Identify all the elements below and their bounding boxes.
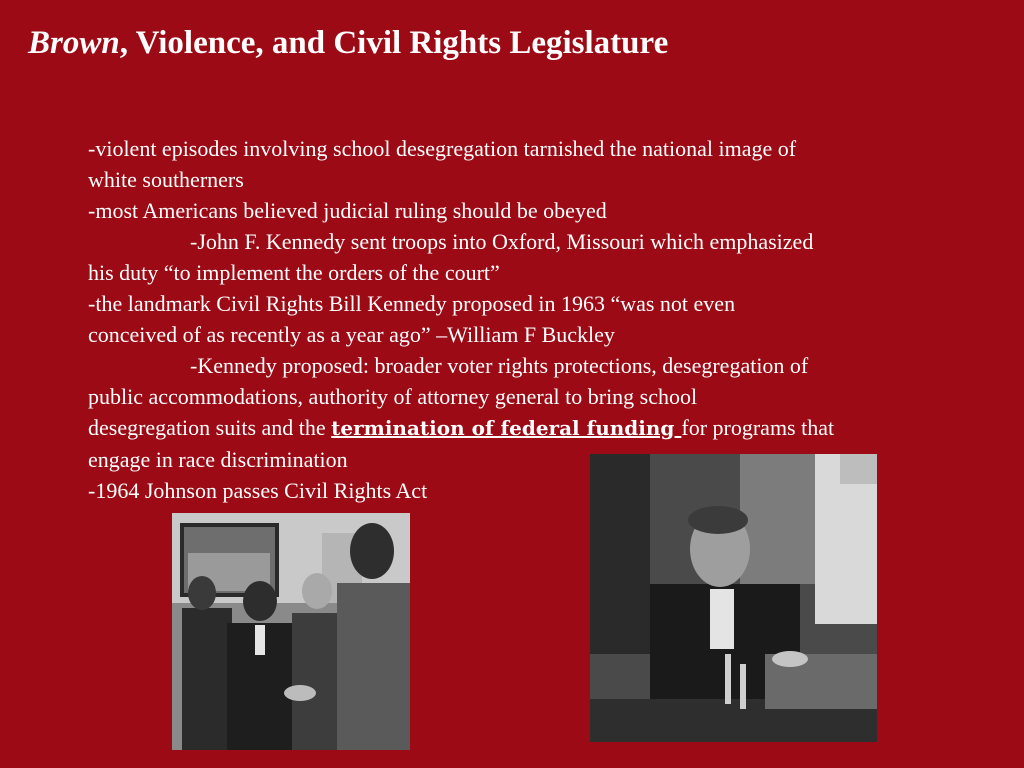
body-line: -most Americans believed judicial ruling should be obeyed [88, 198, 607, 223]
body-line: -1964 Johnson passes Civil Rights Act [88, 478, 428, 503]
body-line: engage in race discrimination [88, 447, 348, 472]
body-line: public accommodations, authority of attorney general to bring school [88, 384, 698, 409]
body-line-indented: -Kennedy proposed: broader voter rights protections, desegregation of [190, 353, 809, 378]
body-text: desegregation suits and the [88, 415, 332, 440]
emphasized-phrase: termination of federal funding [331, 416, 682, 440]
body-line-indented: -John F. Kennedy sent troops into Oxford, Missouri which emphasized [190, 229, 814, 254]
title-rest: , Violence, and Civil Rights Legislature [119, 25, 669, 61]
photo-kennedy-address [590, 454, 877, 742]
body-line: -the landmark Civil Rights Bill Kennedy proposed in 1963 “was not even [88, 291, 736, 316]
body-line-with-emphasis [88, 412, 1014, 444]
body-line: conceived of as recently as a year ago” –William F Buckley [88, 322, 615, 347]
photo-handshake [172, 513, 410, 750]
title-italic-word: Brown [28, 25, 120, 61]
body-line: his duty “to implement the orders of the court” [88, 260, 500, 285]
body-line: white southerners [88, 167, 244, 192]
body-text: for programs that [681, 415, 835, 440]
slide-body [88, 133, 1014, 506]
slide-title [28, 24, 668, 64]
body-line: -violent episodes involving school desegregation tarnished the national image of [88, 136, 797, 161]
